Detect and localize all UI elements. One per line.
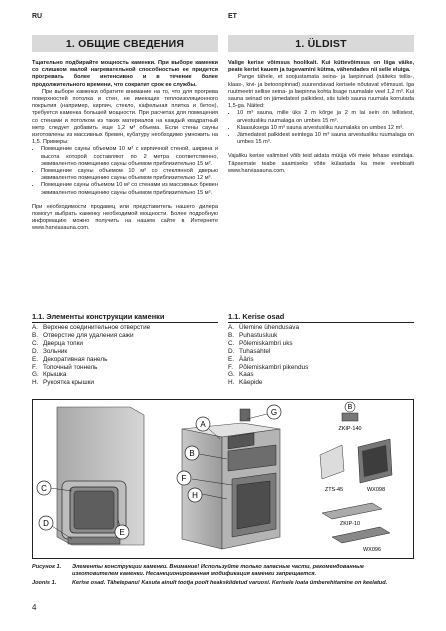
label-c: C [41, 484, 47, 493]
accessory-label-b: B [347, 404, 353, 411]
language-tag-ru: RU [32, 13, 43, 20]
caption-ru: Рисунок 1. Элементы конструкции каменки. Внимание! Используйте только запасные части, рекомендованные изготовителем каменки. Несанкционированная модификация каменки запрещается. [32, 564, 364, 577]
label-a: A [200, 420, 206, 429]
top-connection-opening [240, 409, 250, 421]
stove-diagram [32, 399, 414, 559]
list-item: C. Дверца топки [32, 339, 83, 347]
label-g: G [270, 408, 278, 417]
language-tag-et: ET [228, 13, 237, 20]
list-item: A. Ülemine ühendusava [228, 324, 300, 331]
page-number: 4 [32, 603, 37, 612]
accessory-zkip-140: ZKIP-140 [338, 426, 362, 432]
paragraph-ru-2: При необходимости продавец или представитель нашего дилера помогут выбрать каменку необходимой мощности. Более подробную информацию можно получить на нашем сайте в Интернете www.harviasauna.com. [32, 203, 218, 232]
paragraph-ru-1: При выборе каменки обратите внимание на то, что для прогрева поверхностей потолка и стен, не имеющих теплоизоляционного покрытия (например, кирпич, стекло, кафельная плитка и бетон), требуется каменка большей мощности. При расчетах для помещения со стенами и потолком из таких материалов на каждый квадратный метр следует добавить еще 1,2 м³ объема. Если стены сауны изготовлены из массивных бревен, кубатуру необходимо умножить на 1,5. Примеры: [32, 88, 218, 146]
ash-drawer [68, 537, 120, 544]
accessory-wx096: WX096 [362, 547, 382, 553]
label-f: F [181, 474, 187, 483]
list-item: • Помещение сауны объемом 10 м³ со стенами из массивных бревен эквивалентно помещению сауны объемом приблизительно 15 м³. [41, 182, 218, 196]
column-ru [32, 60, 218, 233]
list-item: A. Верхнее соединительное отверстие [32, 324, 151, 331]
list-item: G. Kaas [228, 371, 254, 379]
list-item: E. Декоративная панель [32, 355, 108, 363]
intro-ru: Тщательно подбирайте мощность каменки. При выборе каменки со слишком малой нагревательной способностью ее придется прогревать более интенсивно и в течение более продолжительного времени, что сократит срок ее службы. [32, 60, 218, 88]
section-rule-ru [32, 322, 218, 323]
heading-et: 1. ÜLDIST [228, 35, 414, 52]
paragraph-et-1: Pange tähele, et soojustamata seina- ja laepinnad (näiteks tellis-, klaas-, kivi- ja betoonpinnad) suurendavad kerisele nõutavat võimsust. Iga ruutmeetri sellise seina- ja laepinna kohta lisage ruumalale veel 1,2 m³. Kui sauna seinad on jämedatest palkidest, siis tuleb sauna ruumala korrutada 1,5-ga. Näited: [228, 74, 414, 110]
section-rule-et [228, 322, 414, 323]
list-item: B. Отверстие для удаления сажи [32, 331, 134, 339]
soot-hatch-accessory [342, 413, 358, 421]
parts-list-ru [32, 324, 150, 387]
parts-list-et [228, 324, 308, 387]
label-d: D [43, 519, 49, 528]
list-item: B. Puhastusluuk [228, 331, 278, 339]
stove-exploded-view [182, 409, 280, 549]
list-item: H. Käepide [228, 379, 263, 387]
accessory-wx098: WX098 [366, 487, 386, 493]
heading-ru: 1. ОБЩИЕ СВЕДЕНИЯ [32, 35, 218, 52]
stove-front-view [57, 407, 144, 545]
column-et [228, 60, 414, 175]
list-item: C. Põlemiskambri uks [228, 339, 293, 347]
paragraph-et-2: Vajaliku kerise valimisel võib teid aidata müüja või meie tehase esindaja. Täpsemate teabe saamiseks võite külastada ka meie veebisaiti www.harviasauna.com. [228, 153, 414, 174]
accessory-zts-45: ZTS-45 [324, 487, 344, 493]
examples-list-et [228, 110, 414, 146]
label-h: H [192, 491, 198, 500]
list-item: E. Ääris [228, 355, 254, 363]
caption-et: Joonis 1. Kerise osad. Tähelepanu! Kasuta ainult tootja poolt heakskiidetud varuosi. Kerisele loata ümberehitamine on keelatud. [32, 580, 388, 586]
label-e: E [119, 528, 125, 537]
list-item: • Klaasuksega 10 m³ sauna arvestusliku ruumalaks on umbes 12 m³. [237, 125, 414, 132]
section-title-et: 1.1. Kerise osad [228, 312, 285, 321]
list-item: • Jämedatest palkidest seintega 10 m³ sauna arvestusliku ruumalaga on umbes 15 m³. [237, 132, 414, 146]
list-item: • 10 m³ sauna, mille üks 2 m kõrge ja 2 m lai sein on tellistest, arvestusliku ruumalaga on umbes 15 m³. [237, 110, 414, 124]
section-title-ru: 1.1. Элементы конструкции каменки [32, 312, 165, 321]
list-item: F. Põlemiskambri pikendus [228, 363, 309, 371]
examples-list-ru [32, 146, 218, 196]
label-b: B [189, 449, 195, 458]
list-item: D. Зольник [32, 347, 68, 355]
list-item: D. Tuhasahtel [228, 347, 271, 355]
list-item: F. Топочный тоннель [32, 363, 98, 371]
accessory-zkip-10: ZKIP-10 [339, 521, 361, 527]
list-item: G. Крышка [32, 371, 67, 379]
intro-et: Valige kerise võimsus hoolikalt. Kui küttevõimsus on liiga väike, peate kerist kauem ja tugevamini kütma, vähendades nii selle eluiga. [228, 60, 414, 74]
list-item: • Помещение сауны объемом 10 м³ со стеклянной дверью эквивалентно помещению сауны объемом приблизительно 12 м³. [41, 168, 218, 182]
list-item: • Помещение сауны объемом 10 м³ с кирпичной стеной, ширина и высота которой составляют по 2 метра соответственно, эквивалентно помещению сауны объемом приблизительно 15 м³. [41, 146, 218, 168]
list-item: H. Рукоятка крышки [32, 379, 94, 387]
